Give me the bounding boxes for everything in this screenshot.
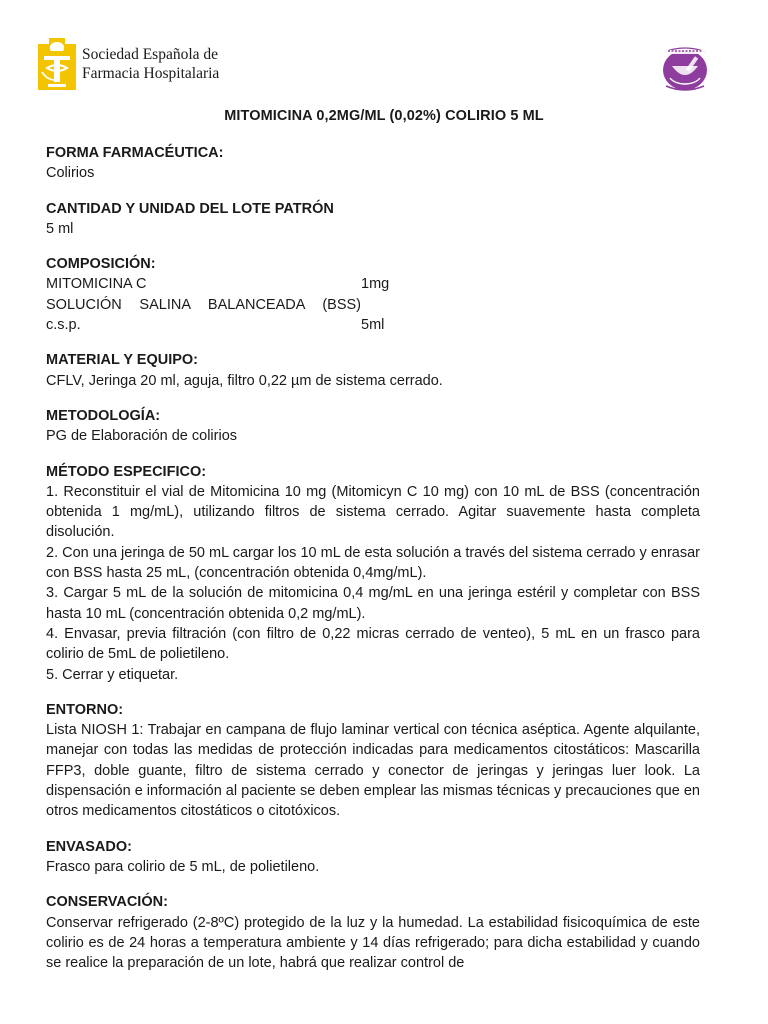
- composition-amount: [361, 295, 389, 315]
- section-heading: CANTIDAD Y UNIDAD DEL LOTE PATRÓN: [46, 200, 334, 217]
- section-text: Lista NIOSH 1: Trabajar en campana de flujo laminar vertical con técnica aséptica. Agente alquilante, manejar con todas las medidas de protección indicadas para medicamentos citostáticos: Mascarilla FFP3, doble guante, filtro de sistema cerrado y conector de jeringas y jeringas luer look. La dispensación e información al paciente se deben emplear las mismas técnicas y precauciones que en otros medicamentos citostáticos o citotóxicos.: [46, 722, 700, 820]
- section-forma-farmaceutica: [46, 143, 700, 184]
- section-conservacion: [46, 892, 700, 973]
- section-entorno: [46, 700, 700, 822]
- section-heading: ENVASADO:: [46, 838, 132, 855]
- composition-row: [46, 295, 389, 315]
- method-step: 4. Envasar, previa filtración (con filtro de 0,22 micras cerrado de venteo), 5 mL en un frasco para colirio de 5mL de polietileno.: [46, 625, 700, 663]
- section-text: PG de Elaboración de colirios: [46, 428, 238, 445]
- org-name-line2: Farmacia Hospitalaria: [82, 65, 220, 82]
- section-heading: METODOLOGÍA:: [46, 407, 161, 424]
- method-step: 1. Reconstituir el vial de Mitomicina 10 mg (Mitomicyn C 10 mg) con 10 mL de BSS (concentración obtenida 1 mg/mL), utilizando filtros de sistema cerrado. Agitar suavemente hasta completa disolución.: [46, 483, 700, 541]
- section-text: Conservar refrigerado (2-8ºC) protegido de la luz y la humedad. La estabilidad fisicoquímica de este colirio es de 24 horas a temperatura ambiente y 14 días refrigerado; para dicha estabilidad y cuando se realice la preparación de un lote, habrá que realizar control de: [46, 914, 700, 972]
- document-body: [46, 143, 700, 988]
- section-composicion: [46, 254, 700, 335]
- sefh-name: [82, 45, 219, 83]
- composition-row: [46, 315, 389, 335]
- section-text: Colirios: [46, 165, 95, 182]
- section-heading: COMPOSICIÓN:: [46, 256, 156, 273]
- method-step: 2. Con una jeringa de 50 mL cargar los 10 mL de esta solución a través del sistema cerrado y enrasar con BSS hasta 25 mL, (concentración obtenida 0,4mg/mL).: [46, 544, 700, 582]
- section-text: 5 ml: [46, 220, 74, 237]
- composition-amount: 5ml: [361, 317, 385, 334]
- sefh-logo: [38, 38, 219, 90]
- section-metodologia: [46, 406, 700, 447]
- composition-ingredient: MITOMICINA C: [46, 276, 147, 293]
- section-heading: MATERIAL Y EQUIPO:: [46, 352, 199, 369]
- composition-ingredient: SOLUCIÓN SALINA BALANCEADA (BSS): [46, 296, 361, 313]
- sefh-logo-icon: [38, 38, 76, 90]
- section-heading: MÉTODO ESPECIFICO:: [46, 463, 207, 480]
- composition-table: [46, 274, 389, 335]
- section-heading: ENTORNO:: [46, 701, 124, 718]
- section-heading: CONSERVACIÓN:: [46, 894, 168, 911]
- composition-ingredient: c.s.p.: [46, 317, 81, 334]
- section-text: CFLV, Jeringa 20 ml, aguja, filtro 0,22 µm de sistema cerrado.: [46, 372, 443, 389]
- org-name-line1: Sociedad Española de: [82, 46, 219, 63]
- section-cantidad-lote: [46, 199, 700, 240]
- section-envasado: [46, 837, 700, 878]
- pharmacy-mortar-logo-icon: [654, 42, 716, 94]
- composition-row: [46, 274, 389, 294]
- composition-amount: 1mg: [361, 276, 390, 293]
- section-metodo-especifico: [46, 462, 700, 685]
- page-title: MITOMICINA 0,2MG/ML (0,02%) COLIRIO 5 ML: [224, 108, 544, 124]
- method-step: 3. Cargar 5 mL de la solución de mitomicina 0,4 mg/mL en una jeringa estéril y completar con BSS hasta 10 mL (concentración obtenida 0,2 mg/mL).: [46, 585, 700, 622]
- section-text: Frasco para colirio de 5 mL, de polietileno.: [46, 858, 320, 875]
- section-material-equipo: [46, 350, 700, 391]
- method-step: 5. Cerrar y etiquetar.: [46, 666, 179, 683]
- section-heading: FORMA FARMACÉUTICA:: [46, 145, 224, 161]
- page-header: [38, 38, 728, 98]
